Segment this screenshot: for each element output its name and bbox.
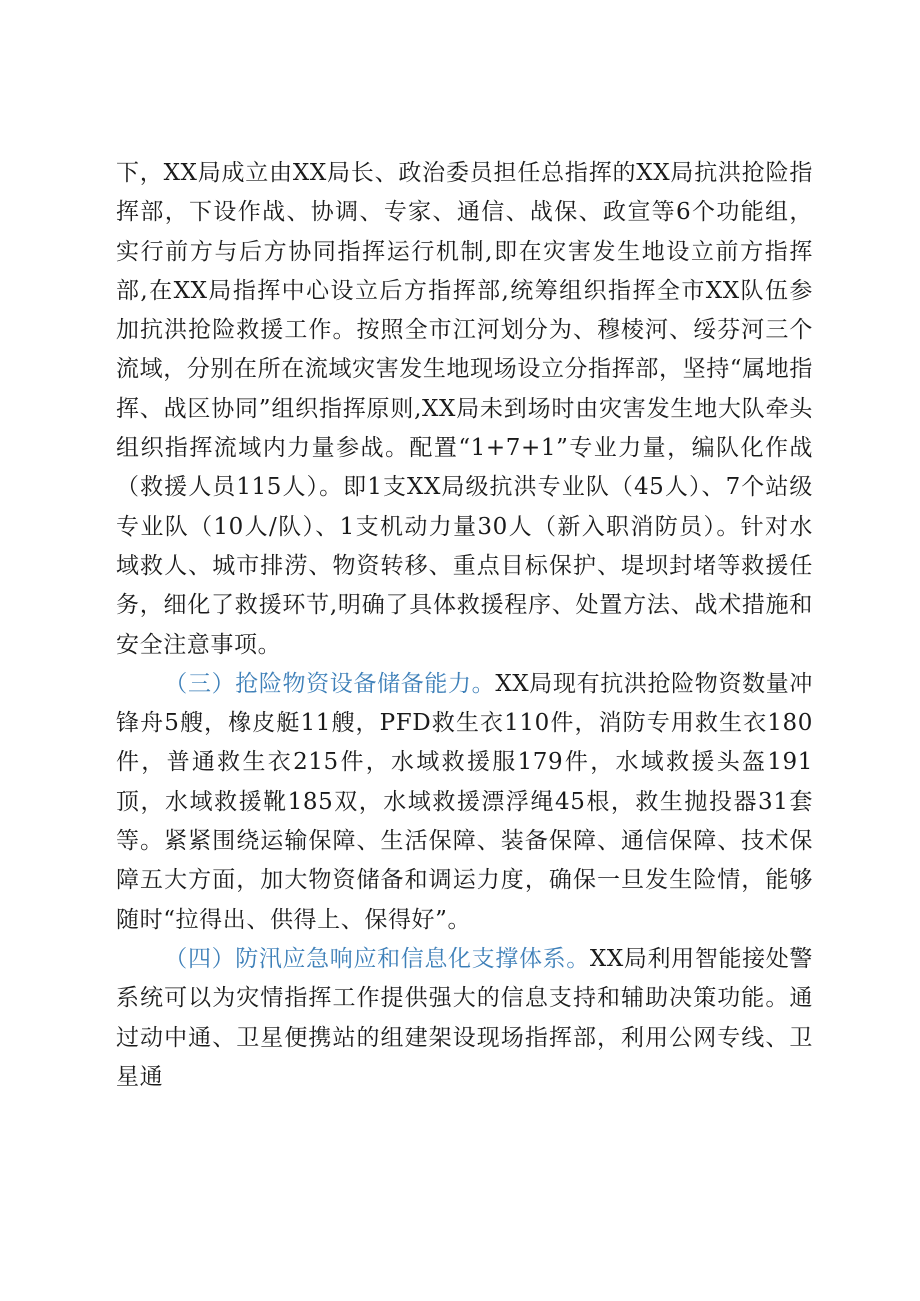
section-heading-4: （四）防汛应急响应和信息化支撑体系。 [164,945,590,972]
body-paragraph-2 [116,665,813,940]
document-page [116,154,813,1097]
section-heading-3: （三）抢险物资设备储备能力。 [164,670,496,697]
paragraph-3-text: XX局利用智能接处警系统可以为灾情指挥工作提供强大的信息支持和辅助决策功能。通过动中通、卫星便携站的组建架设现场指挥部，利用公网专线、卫星通 [116,945,813,1090]
paragraph-2-text: XX局现有抗洪抢险物资数量冲锋舟5艘，橡皮艇11艘，PFD救生衣110件，消防专用救生衣180件，普通救生衣215件，水域救援服179件，水域救援头盔191顶，水域救援靴185双，水域救援漂浮绳45根，救生抛投器31套等。紧紧围绕运输保障、生活保障、装备保障、通信保障、技术保障五大方面，加大物资储备和调运力度，确保一旦发生险情，能够随时“拉得出、供得上、保得好”。 [116,670,813,933]
body-paragraph-3 [116,940,813,1097]
paragraph-1-text: 下，XX局成立由XX局长、政治委员担任总指挥的XX局抗洪抢险指挥部，下设作战、协调、专家、通信、战保、政宣等6个功能组，实行前方与后方协同指挥运行机制,即在灾害发生地设立前方指挥部,在XX局指挥中心设立后方指挥部,统筹组织指挥全市XX队伍参加抗洪抢险救援工作。按照全市江河划分为、穆棱河、绥芬河三个流域，分别在所在流域灾害发生地现场设立分指挥部，坚持“属地指挥、战区协同”组织指挥原则,XX局未到场时由灾害发生地大队牵头组织指挥流域内力量参战。配置“1+7+1”专业力量，编队化作战（救援人员115人）。即1支XX局级抗洪专业队（45人）、7个站级专业队（10人/队）、1支机动力量30人（新入职消防员）。针对水域救人、城市排涝、物资转移、重点目标保护、堤坝封堵等救援任务，细化了救援环节,明确了具体救援程序、处置方法、战术措施和安全注意事项。 [116,160,813,658]
body-paragraph-1 [116,154,813,665]
